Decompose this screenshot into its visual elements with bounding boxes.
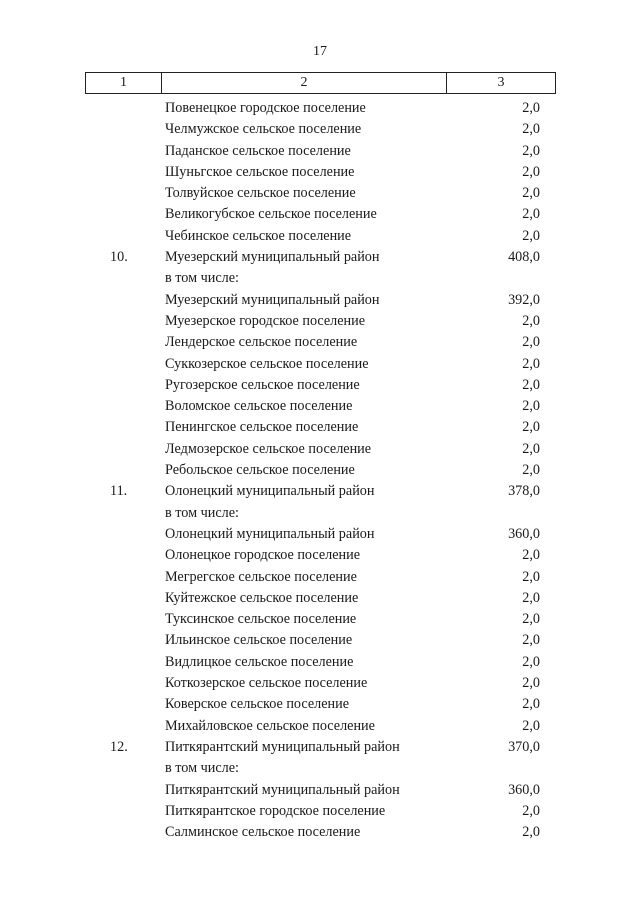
row-name: в том числе: xyxy=(165,504,239,521)
row-value: 2,0 xyxy=(522,334,540,351)
table-row xyxy=(0,162,640,183)
table-row xyxy=(0,630,640,651)
table-row xyxy=(0,737,640,758)
row-value: 2,0 xyxy=(522,206,540,223)
row-number: 12. xyxy=(110,738,128,755)
column-header-3: 3 xyxy=(446,73,555,93)
row-name: Ребольское сельское поселение xyxy=(165,462,355,479)
row-value: 2,0 xyxy=(522,185,540,202)
table-row xyxy=(0,439,640,460)
row-value: 2,0 xyxy=(522,100,540,116)
row-value: 2,0 xyxy=(522,121,540,138)
row-value: 2,0 xyxy=(522,142,540,159)
row-name: Ледмозерское сельское поселение xyxy=(165,440,372,457)
column-header-2: 2 xyxy=(161,73,446,93)
row-value: 2,0 xyxy=(522,589,540,606)
row-name: Ругозерское сельское поселение xyxy=(165,376,360,393)
row-value: 2,0 xyxy=(522,227,540,244)
table-body xyxy=(0,98,640,843)
table-row xyxy=(0,460,640,481)
row-name: Толвуйское сельское поселение xyxy=(165,185,356,202)
table-row xyxy=(0,673,640,694)
table-header xyxy=(85,72,556,94)
table-row xyxy=(0,588,640,609)
table-row xyxy=(0,396,640,417)
table-row xyxy=(0,375,640,396)
row-value: 2,0 xyxy=(522,547,540,564)
row-value: 2,0 xyxy=(522,611,540,628)
row-name: Пенингское сельское поселение xyxy=(165,419,359,436)
table-row xyxy=(0,141,640,162)
row-name: Паданское сельское поселение xyxy=(165,142,351,159)
row-name: в том числе: xyxy=(165,760,239,777)
row-value: 360,0 xyxy=(508,525,540,542)
row-name: Воломское сельское поселение xyxy=(165,398,353,415)
row-value: 378,0 xyxy=(508,483,540,500)
table-row xyxy=(0,545,640,566)
table-row xyxy=(0,311,640,332)
row-value: 2,0 xyxy=(522,632,540,649)
table-row xyxy=(0,524,640,545)
row-value: 370,0 xyxy=(508,738,540,755)
row-name: Шуньгское сельское поселение xyxy=(165,163,355,180)
table-row xyxy=(0,481,640,502)
row-name: Мегрегское сельское поселение xyxy=(165,568,357,585)
row-value: 2,0 xyxy=(522,653,540,670)
row-name: в том числе: xyxy=(165,270,239,287)
table-row xyxy=(0,417,640,438)
table-row xyxy=(0,354,640,375)
table-row xyxy=(0,567,640,588)
row-value: 360,0 xyxy=(508,781,540,798)
table-row xyxy=(0,503,640,524)
row-number: 10. xyxy=(110,249,128,266)
row-name: Ильинское сельское поселение xyxy=(165,632,353,649)
table-row xyxy=(0,119,640,140)
table-row xyxy=(0,290,640,311)
table-row xyxy=(0,822,640,843)
table-row xyxy=(0,694,640,715)
table-row xyxy=(0,98,640,119)
row-value: 2,0 xyxy=(522,717,540,734)
row-number: 11. xyxy=(110,483,128,500)
table-row xyxy=(0,801,640,822)
row-name: Олонецкий муниципальный район xyxy=(165,483,375,500)
table-row xyxy=(0,183,640,204)
row-value: 392,0 xyxy=(508,291,540,308)
table-row xyxy=(0,609,640,630)
row-name: Видлицкое сельское поселение xyxy=(165,653,354,670)
row-name: Куйтежское сельское поселение xyxy=(165,589,359,606)
row-name: Олонецкое городское поселение xyxy=(165,547,360,564)
page-number: 17 xyxy=(313,44,327,59)
row-value: 2,0 xyxy=(522,163,540,180)
row-name: Олонецкий муниципальный район xyxy=(165,525,375,542)
row-value: 2,0 xyxy=(522,462,540,479)
column-header-1: 1 xyxy=(120,75,127,90)
table-row xyxy=(0,226,640,247)
row-value: 2,0 xyxy=(522,568,540,585)
row-name: Туксинское сельское поселение xyxy=(165,611,357,628)
row-name: Муезерское городское поселение xyxy=(165,312,366,329)
row-value: 2,0 xyxy=(522,376,540,393)
row-name: Лендерское сельское поселение xyxy=(165,334,358,351)
row-value: 2,0 xyxy=(522,398,540,415)
row-name: Челмужское сельское поселение xyxy=(165,121,362,138)
table-row xyxy=(0,247,640,268)
table-row xyxy=(0,758,640,779)
row-name: Муезерский муниципальный район xyxy=(165,291,380,308)
row-name: Коверское сельское поселение xyxy=(165,696,349,713)
row-name: Питкярантское городское поселение xyxy=(165,802,386,819)
row-name: Суккозерское сельское поселение xyxy=(165,355,369,372)
row-name: Питкярантский муниципальный район xyxy=(165,781,400,798)
row-value: 408,0 xyxy=(508,249,540,266)
table-row xyxy=(0,204,640,225)
row-name: Питкярантский муниципальный район xyxy=(165,738,400,755)
table-row xyxy=(0,268,640,289)
table-row xyxy=(0,716,640,737)
table-row xyxy=(0,332,640,353)
row-name: Повенецкое городское поселение xyxy=(165,100,366,116)
row-name: Муезерский муниципальный район xyxy=(165,249,380,266)
table-row xyxy=(0,652,640,673)
row-value: 2,0 xyxy=(522,419,540,436)
table-row xyxy=(0,780,640,801)
row-value: 2,0 xyxy=(522,675,540,692)
row-name: Великогубское сельское поселение xyxy=(165,206,377,223)
row-value: 2,0 xyxy=(522,824,540,841)
row-name: Коткозерское сельское поселение xyxy=(165,675,368,692)
row-value: 2,0 xyxy=(522,312,540,329)
row-name: Салминское сельское поселение xyxy=(165,824,361,841)
row-name: Михайловское сельское поселение xyxy=(165,717,375,734)
row-value: 2,0 xyxy=(522,696,540,713)
row-value: 2,0 xyxy=(522,440,540,457)
row-value: 2,0 xyxy=(522,802,540,819)
row-value: 2,0 xyxy=(522,355,540,372)
row-name: Чебинское сельское поселение xyxy=(165,227,352,244)
